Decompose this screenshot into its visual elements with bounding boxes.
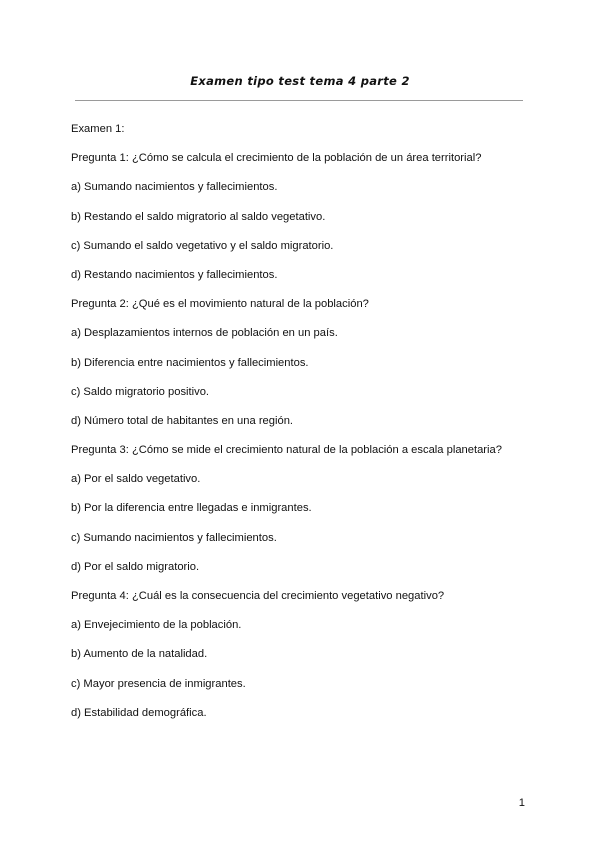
- question-3: Pregunta 3: ¿Cómo se mide el crecimiento natural de la población a escala planetaria?: [71, 444, 502, 457]
- question-2: Pregunta 2: ¿Qué es el movimiento natural de la población?: [71, 298, 369, 311]
- question-4-option-c: c) Mayor presencia de inmigrantes.: [71, 677, 246, 690]
- question-2-option-a: a) Desplazamientos internos de población en un país.: [71, 327, 338, 340]
- question-2-option-c: c) Saldo migratorio positivo.: [71, 385, 210, 398]
- question-1-option-c: c) Sumando el saldo vegetativo y el saldo migratorio.: [71, 239, 334, 252]
- question-3-option-b: b) Por la diferencia entre llegadas e inmigrantes.: [71, 502, 312, 515]
- question-1-option-d: d) Restando nacimientos y fallecimientos.: [71, 268, 278, 281]
- question-2-option-b: b) Diferencia entre nacimientos y fallecimientos.: [71, 356, 309, 369]
- title-divider: [75, 100, 523, 101]
- question-3-option-d: d) Por el saldo migratorio.: [71, 560, 200, 573]
- question-4-option-b: b) Aumento de la natalidad.: [71, 648, 208, 661]
- question-2-option-d: d) Número total de habitantes en una región.: [71, 414, 294, 427]
- question-4: Pregunta 4: ¿Cuál es la consecuencia del crecimiento vegetativo negativo?: [71, 590, 445, 602]
- question-1: Pregunta 1: ¿Cómo se calcula el crecimiento de la población de un área territorial?: [71, 152, 482, 165]
- exam-heading: Examen 1:: [71, 123, 125, 135]
- question-1-option-a: a) Sumando nacimientos y fallecimientos.: [71, 181, 278, 194]
- question-3-option-c: c) Sumando nacimientos y fallecimientos.: [71, 531, 277, 544]
- document-title: Examen tipo test tema 4 parte 2: [190, 74, 410, 88]
- question-4-option-d: d) Estabilidad demográfica.: [71, 706, 207, 719]
- question-1-option-b: b) Restando el saldo migratorio al saldo vegetativo.: [71, 210, 326, 223]
- page-number: 1: [518, 797, 525, 809]
- question-4-option-a: a) Envejecimiento de la población.: [71, 619, 242, 632]
- document-body: [71, 122, 541, 735]
- question-3-option-a: a) Por el saldo vegetativo.: [71, 473, 201, 486]
